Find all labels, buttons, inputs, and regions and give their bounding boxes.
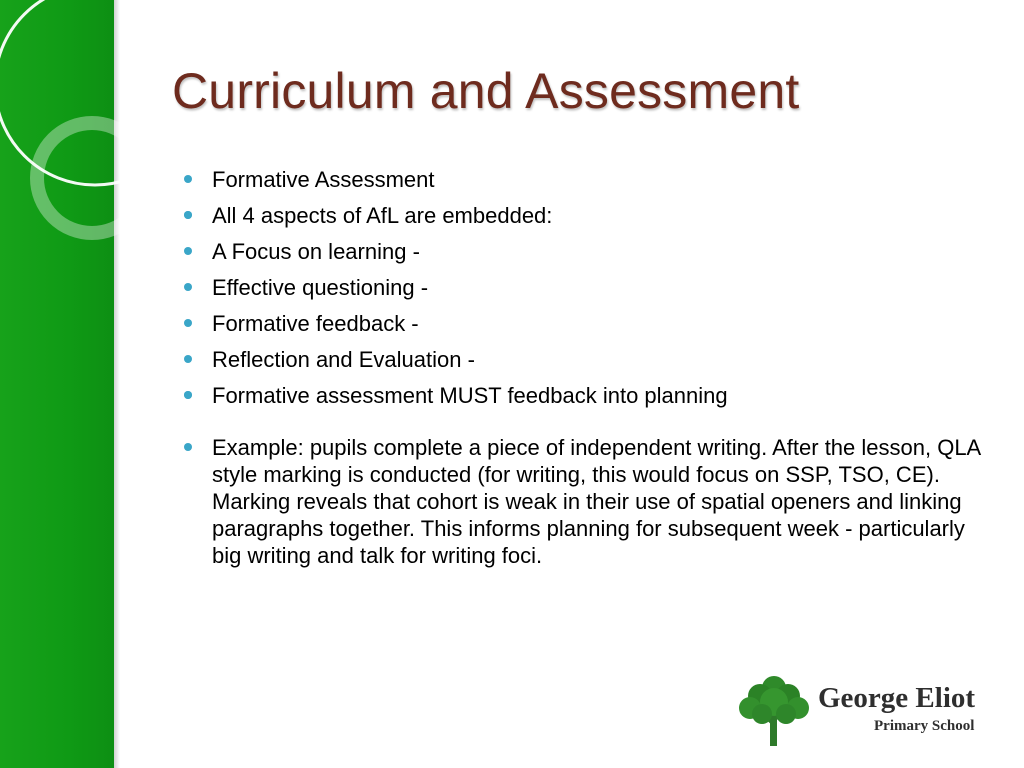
school-name: George Eliot bbox=[818, 682, 976, 714]
bullet-item bbox=[180, 198, 985, 234]
bullet-dot-icon bbox=[184, 283, 192, 291]
bullet-text: Formative assessment MUST feedback into planning bbox=[212, 383, 728, 408]
bullet-item bbox=[180, 234, 985, 270]
bullet-dot-icon bbox=[184, 391, 192, 399]
large-ring bbox=[0, 0, 195, 185]
bullet-item bbox=[180, 306, 985, 342]
bullet-dot-icon bbox=[184, 175, 192, 183]
bullet-item bbox=[180, 270, 985, 306]
bullet-text: A Focus on learning - bbox=[212, 239, 420, 264]
bullet-text: Effective questioning - bbox=[212, 275, 429, 300]
school-subtitle: Primary School bbox=[874, 718, 975, 734]
bullet-dot-icon bbox=[184, 247, 192, 255]
bullet-text: Reflection and Evaluation - bbox=[212, 347, 475, 372]
bullet-item bbox=[180, 342, 985, 378]
bullet-dot-icon bbox=[184, 443, 192, 451]
decorative-circles bbox=[0, 0, 200, 260]
bullet-text: Formative feedback - bbox=[212, 311, 419, 336]
bullet-item-example bbox=[180, 434, 985, 569]
slide-title: Curriculum and Assessment bbox=[172, 63, 800, 119]
bullet-text: Example: pupils complete a piece of independent writing. After the lesson, QLA style marking is conducted (for writing, this would focus on SSP, TSO, CE). Marking reveals that cohort is weak in their use of spatial openers and linking paragraphs together. This informs planning for subsequent week - particularly big writing and talk for writing foci. bbox=[212, 435, 981, 568]
bullet-item bbox=[180, 378, 985, 414]
bullet-dot-icon bbox=[184, 319, 192, 327]
school-logo bbox=[736, 674, 986, 748]
bullet-dot-icon bbox=[184, 211, 192, 219]
bullet-item bbox=[180, 162, 985, 198]
bullet-text: Formative Assessment bbox=[212, 167, 435, 192]
bullet-list bbox=[180, 162, 985, 569]
bullet-text: All 4 aspects of AfL are embedded: bbox=[212, 203, 553, 228]
bullet-dot-icon bbox=[184, 355, 192, 363]
tree-icon bbox=[736, 674, 814, 748]
